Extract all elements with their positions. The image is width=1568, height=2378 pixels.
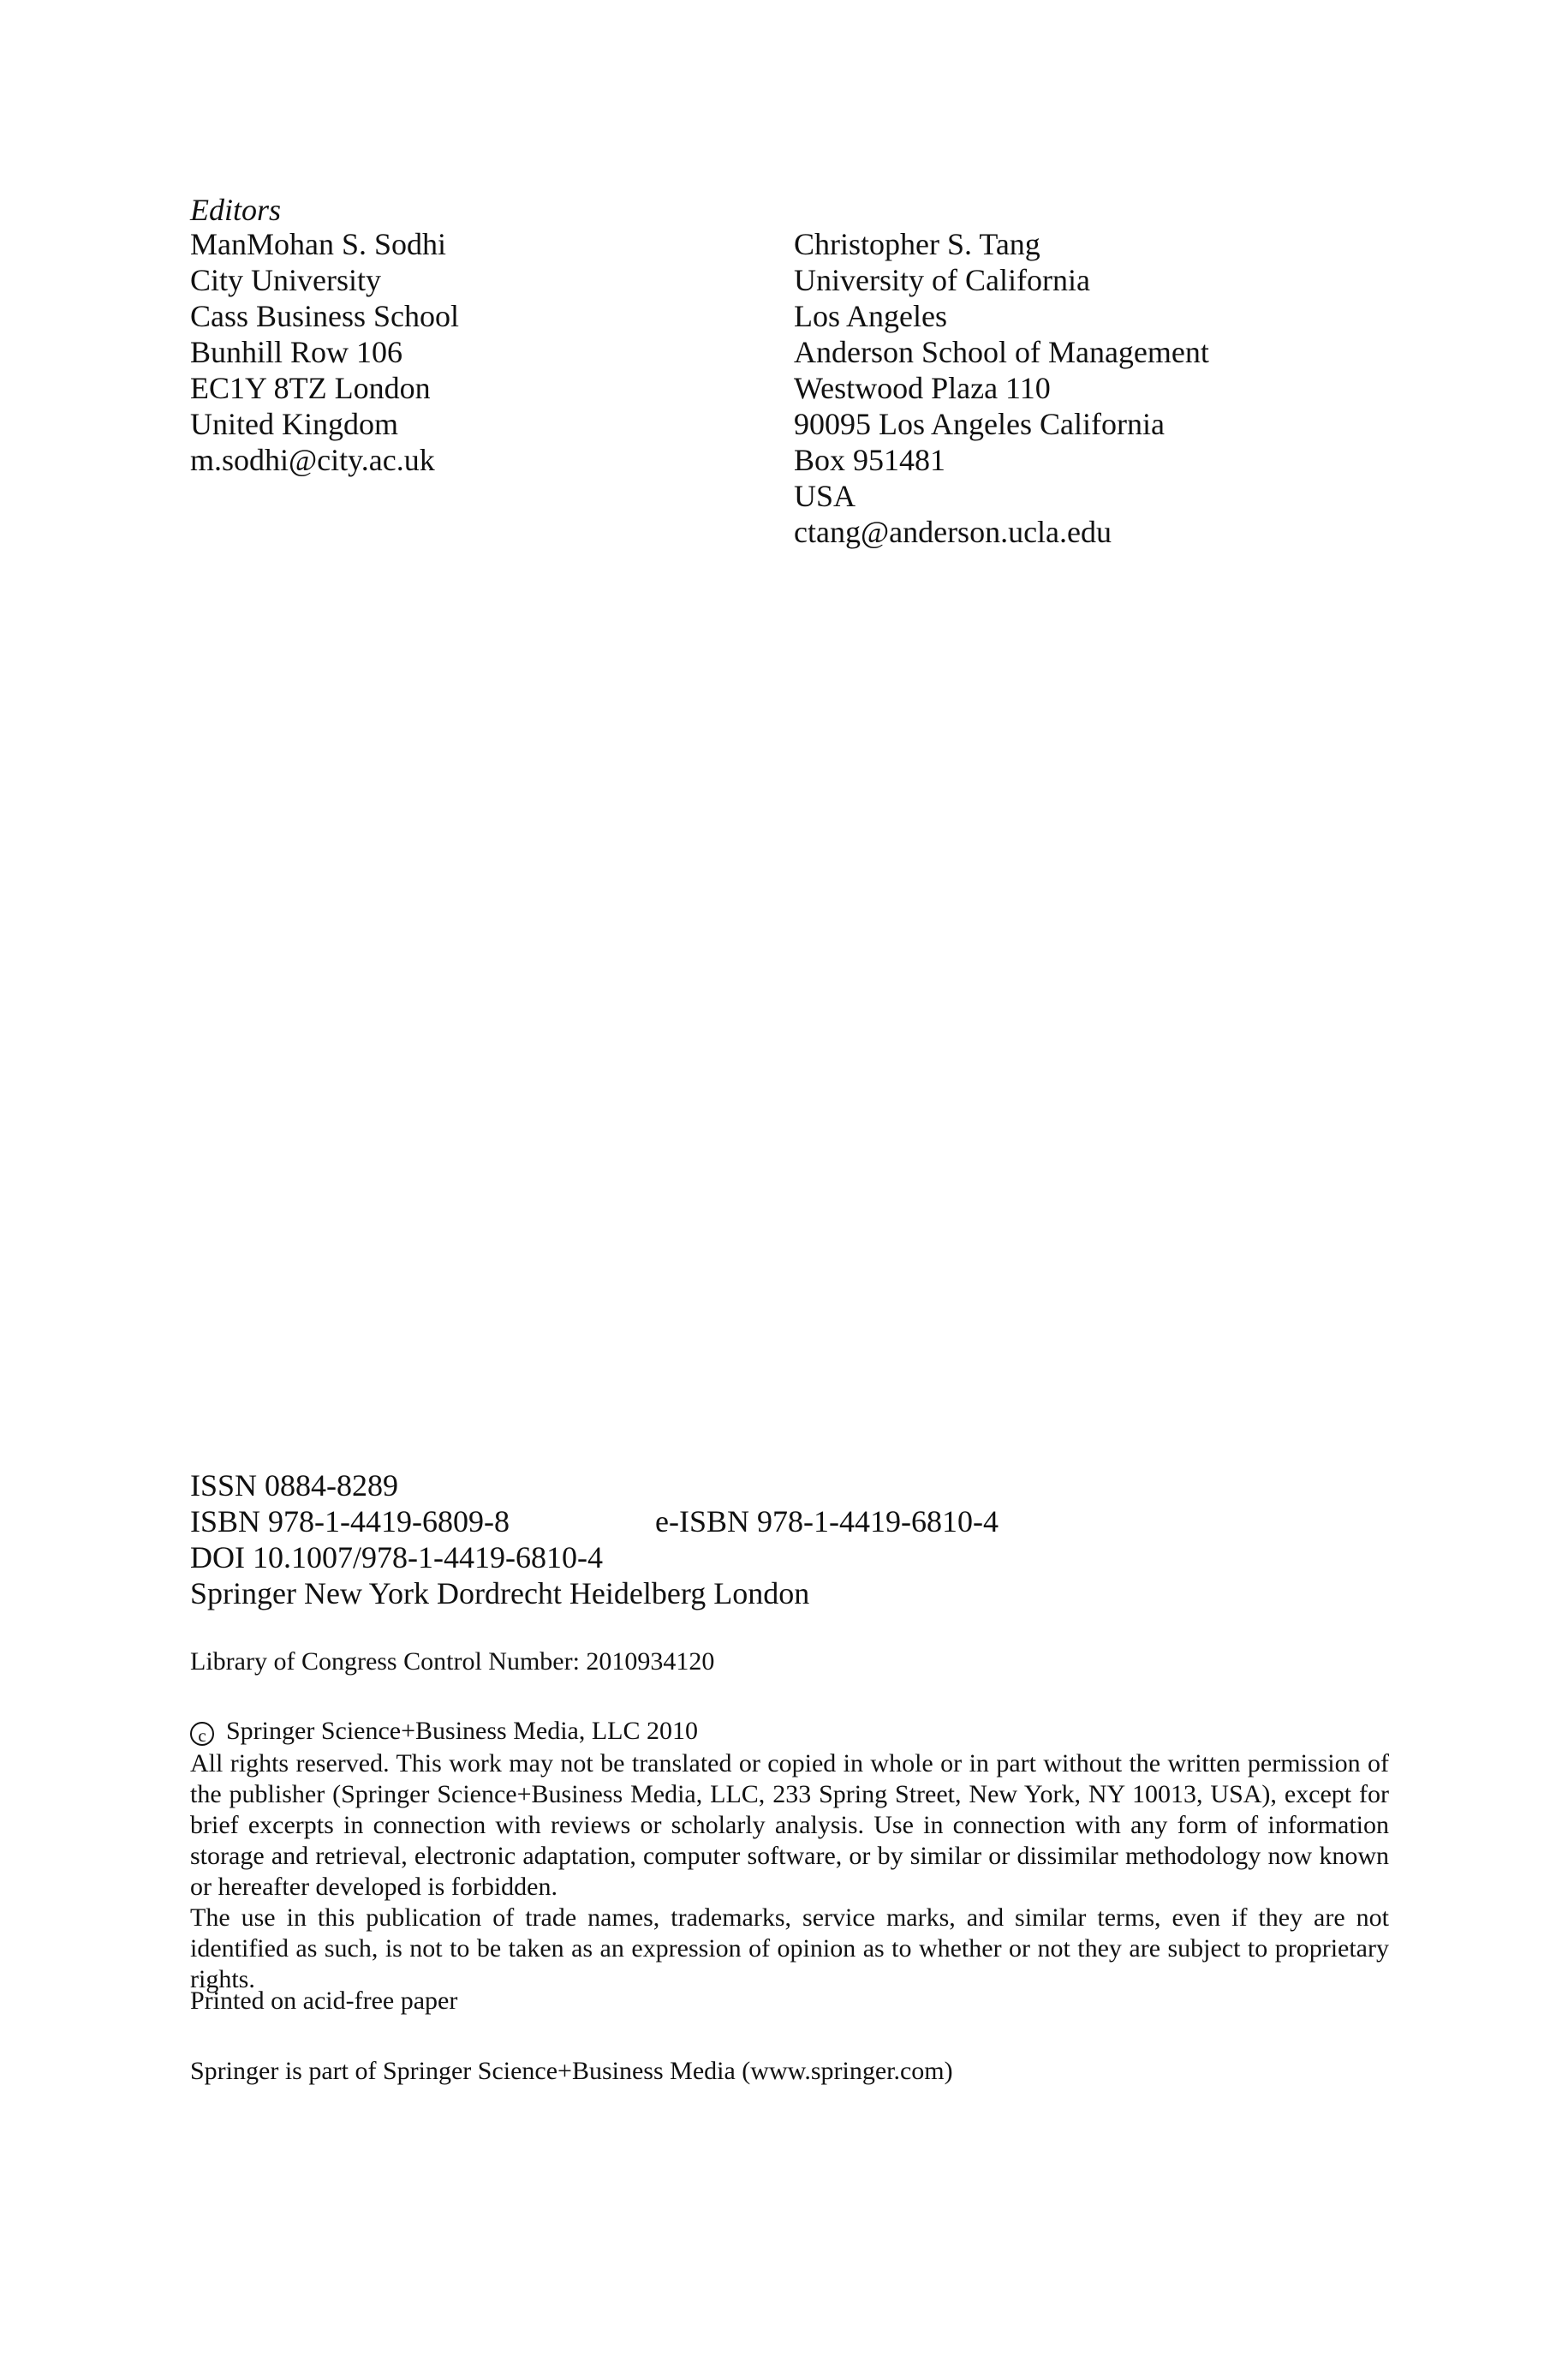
- editors-heading: Editors: [190, 193, 282, 227]
- issn: ISSN 0884-8289: [190, 1468, 399, 1503]
- editor-email: m.sodhi@city.ac.uk: [190, 443, 435, 477]
- editor-name: Christopher S. Tang: [794, 227, 1040, 261]
- copyright-line: [190, 1716, 1389, 1747]
- lccn: Library of Congress Control Number: 2010934120: [190, 1647, 715, 1676]
- editor-address-line: 90095 Los Angeles California: [794, 407, 1165, 441]
- editor-address-line: Anderson School of Management: [794, 335, 1209, 369]
- e-isbn: e-ISBN 978-1-4419-6810-4: [655, 1504, 999, 1539]
- isbn: ISBN 978-1-4419-6809-8: [190, 1504, 510, 1539]
- rights-paragraph: All rights reserved. This work may not be translated or copied in whole or in part without the written permission of the publisher (Springer Science+Business Media, LLC, 233 Spring Street, New York, NY 10013, USA), except for brief excerpts in connection with reviews or scholarly analysis. Use in connection with any form of information storage and retrieval, electronic adaptation, computer software, or by similar or dissimilar methodology now known or hereafter developed is forbidden.: [190, 1749, 1389, 1901]
- editor-name: ManMohan S. Sodhi: [190, 227, 447, 261]
- editor-address-line: City University: [190, 263, 381, 297]
- editor-address-line: USA: [794, 479, 856, 513]
- springer-part-note: Springer is part of Springer Science+Business Media (www.springer.com): [190, 2057, 953, 2085]
- editor-address-line: EC1Y 8TZ London: [190, 371, 431, 405]
- doi: DOI 10.1007/978-1-4419-6810-4: [190, 1540, 603, 1574]
- editor-address-line: University of California: [794, 263, 1090, 297]
- bibliographic-info: [190, 1467, 1389, 1611]
- copyright-holder: Springer Science+Business Media, LLC 2010: [226, 1717, 699, 1745]
- editor-address-tang: [794, 226, 1530, 550]
- editor-address-line: Box 951481: [794, 443, 946, 477]
- editor-address-line: United Kingdom: [190, 407, 398, 441]
- copyright-icon: c: [190, 1722, 214, 1746]
- editor-address-line: Westwood Plaza 110: [794, 371, 1051, 405]
- editor-address-sodhi: [190, 226, 738, 478]
- editor-address-line: Los Angeles: [794, 299, 947, 333]
- isbn-row: [190, 1503, 1389, 1539]
- publisher-cities: Springer New York Dordrecht Heidelberg London: [190, 1576, 810, 1610]
- acid-free-note: Printed on acid-free paper: [190, 1987, 458, 2015]
- editor-address-line: Bunhill Row 106: [190, 335, 403, 369]
- rights-statement: [190, 1748, 1389, 1995]
- trademark-paragraph: The use in this publication of trade names, trademarks, service marks, and similar terms, even if they are not identified as such, is not to be taken as an expression of opinion as to whether or not they are subject to proprietary rights.: [190, 1903, 1389, 1993]
- editor-email: ctang@anderson.ucla.edu: [794, 515, 1112, 549]
- editor-address-line: Cass Business School: [190, 299, 460, 333]
